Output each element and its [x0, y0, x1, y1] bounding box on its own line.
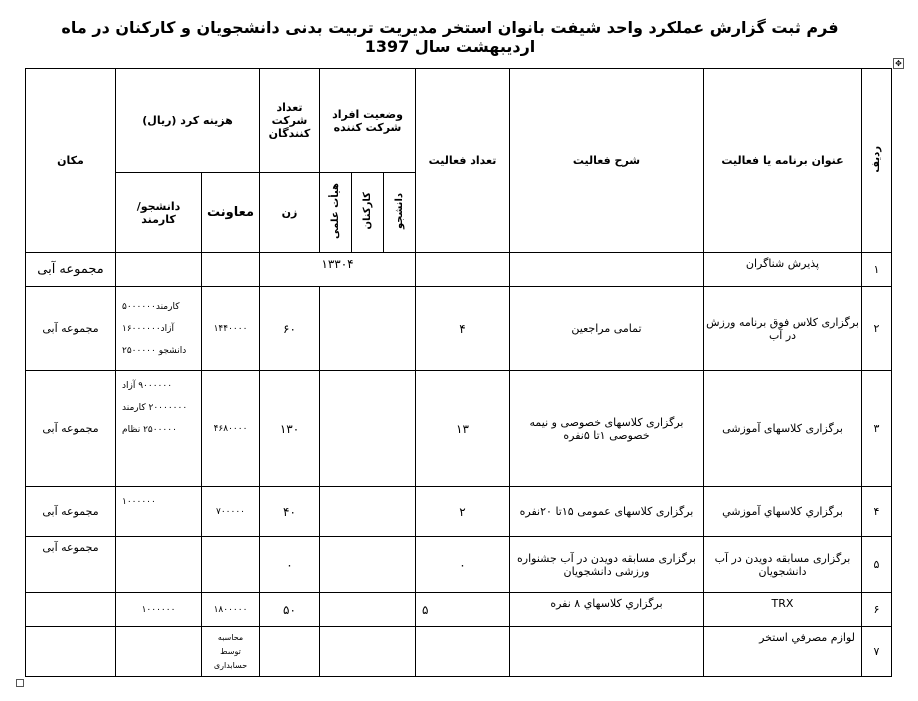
participants-status-cell: ۱۳۳۰۴ — [260, 253, 416, 287]
participants-status-cell — [320, 627, 416, 677]
assistance-cell — [202, 253, 260, 287]
women-cell: ۴۰ — [260, 487, 320, 537]
program-cell: TRX — [704, 593, 862, 627]
program-cell: برگزاری مسابقه دویدن در آب دانشجویان — [704, 537, 862, 593]
program-cell: برگزاری کلاسهای آموزشی — [704, 371, 862, 487]
row-num: ۲ — [862, 287, 892, 371]
row-num: ۷ — [862, 627, 892, 677]
header-row-num: ردیف — [862, 69, 892, 253]
activity-count-cell: ۲ — [416, 487, 510, 537]
cost-cell — [116, 593, 202, 627]
header-participants-status: وضعیت افراد شرکت کننده — [320, 69, 416, 173]
location-cell: مجموعه آبی — [26, 371, 116, 487]
cost-cell — [116, 371, 202, 487]
women-cell — [260, 627, 320, 677]
header-women: زن — [260, 173, 320, 253]
women-cell: ۶۰ — [260, 287, 320, 371]
table-move-handle-icon[interactable]: ✥ — [893, 58, 904, 69]
activity-count-cell: ۴ — [416, 287, 510, 371]
cost-line: آزاد۱۶۰۰۰۰۰۰ — [122, 323, 175, 334]
assistance-cell — [202, 537, 260, 593]
cost-cell — [116, 487, 202, 537]
header-program: عنوان برنامه یا فعالیت — [704, 69, 862, 253]
description-cell: تمامی مراجعین — [510, 287, 704, 371]
cost-line: ۱۰۰۰۰۰۰ — [141, 604, 176, 615]
row-num: ۵ — [862, 537, 892, 593]
form-title: فرم ثبت گزارش عملکرد واحد شیفت بانوان استخر مدیریت تربیت بدنی دانشجویان و کارکنان در ماه اردیبهشت سال 1397 — [61, 18, 839, 56]
header-description: شرح فعالیت — [510, 69, 704, 253]
description-cell — [510, 627, 704, 677]
cost-line: ۱۰۰۰۰۰۰ — [122, 497, 156, 507]
table-row — [26, 253, 892, 287]
header-student-staff: دانشجو/ کارمند — [116, 173, 202, 253]
assistance-cell: محاسبه توسط حسابداری — [202, 627, 260, 677]
description-cell: برگزاري كلاسهاي ۸ نفره — [510, 593, 704, 627]
activity-count-cell: ۵ — [416, 593, 510, 627]
participants-status-cell — [320, 371, 416, 487]
location-cell: مجموعه آبی — [26, 287, 116, 371]
women-cell: ۰ — [260, 537, 320, 593]
activity-report-table — [25, 68, 892, 677]
table-resize-handle-icon[interactable] — [16, 679, 24, 687]
cost-line: ۲۰۰۰۰۰۰۰ کارمند — [122, 403, 188, 413]
program-cell: لوازم مصرفي استخر — [704, 627, 862, 677]
description-cell: برگزاری کلاسهای خصوصی و نیمه خصوصی ۱تا ۵نفره — [510, 371, 704, 487]
location-cell: مجموعه آبی — [26, 537, 116, 593]
cost-cell — [116, 627, 202, 677]
row-num: ۱ — [862, 253, 892, 287]
location-cell: مجموعه آبی — [26, 487, 116, 537]
header-participants-count: تعداد شرکت کنندگان — [260, 69, 320, 173]
women-cell: ۱۳۰ — [260, 371, 320, 487]
header-faculty: هیأت علمی — [320, 173, 352, 253]
description-cell: برگزاری کلاسهای عمومی ۱۵تا ۲۰نفره — [510, 487, 704, 537]
participants-status-cell — [320, 487, 416, 537]
assistance-cell: ۱۸۰۰۰۰۰ — [202, 593, 260, 627]
assistance-cell: ۴۶۸۰۰۰۰ — [202, 371, 260, 487]
program-cell: برگزاری کلاس فوق برنامه ورزش در آب — [704, 287, 862, 371]
cost-line: دانشجو ۲۵۰۰۰۰۰ — [122, 345, 187, 356]
header-cost: هزینه کرد (ریال) — [116, 69, 260, 173]
location-cell — [26, 627, 116, 677]
header-location: مکان — [26, 69, 116, 253]
participants-status-cell — [320, 537, 416, 593]
assistance-cell: ۱۴۴۰۰۰۰ — [202, 287, 260, 371]
row-num: ۴ — [862, 487, 892, 537]
cost-line: ۹۰۰۰۰۰۰ آزاد — [122, 381, 173, 391]
location-cell — [26, 593, 116, 627]
header-staff: کارکنان — [352, 173, 384, 253]
table-row — [26, 371, 892, 487]
activity-count-cell: ۰ — [416, 537, 510, 593]
cost-line: کارمند۵۰۰۰۰۰۰ — [122, 301, 180, 312]
header-student: دانشجو — [384, 173, 416, 253]
row-num: ۶ — [862, 593, 892, 627]
participants-status-cell — [320, 287, 416, 371]
cost-cell — [116, 287, 202, 371]
table-row — [26, 287, 892, 371]
cost-cell — [116, 537, 202, 593]
table-row — [26, 593, 892, 627]
row-num: ۳ — [862, 371, 892, 487]
header-assistance: معاونت — [202, 173, 260, 253]
header-activity-count: تعداد فعالیت — [416, 69, 510, 253]
activity-count-cell — [416, 627, 510, 677]
description-cell: برگزاری مسابقه دویدن در آب جشنواره ورزشی دانشجویان — [510, 537, 704, 593]
cost-cell — [116, 253, 202, 287]
table-row — [26, 627, 892, 677]
activity-count-cell: ۱۳ — [416, 371, 510, 487]
participants-status-cell — [320, 593, 416, 627]
program-cell: پذیرش شناگران — [704, 253, 862, 287]
description-cell — [510, 253, 704, 287]
cost-line: ۲۵۰۰۰۰۰ نظام — [122, 425, 177, 435]
activity-count-cell — [416, 253, 510, 287]
assistance-cell: ۷۰۰۰۰۰ — [202, 487, 260, 537]
location-cell: مجموعه آبی — [26, 253, 116, 287]
program-cell: برگزاري كلاسهاي آموزشي — [704, 487, 862, 537]
table-row — [26, 487, 892, 537]
women-cell: ۵۰ — [260, 593, 320, 627]
table-row — [26, 537, 892, 593]
